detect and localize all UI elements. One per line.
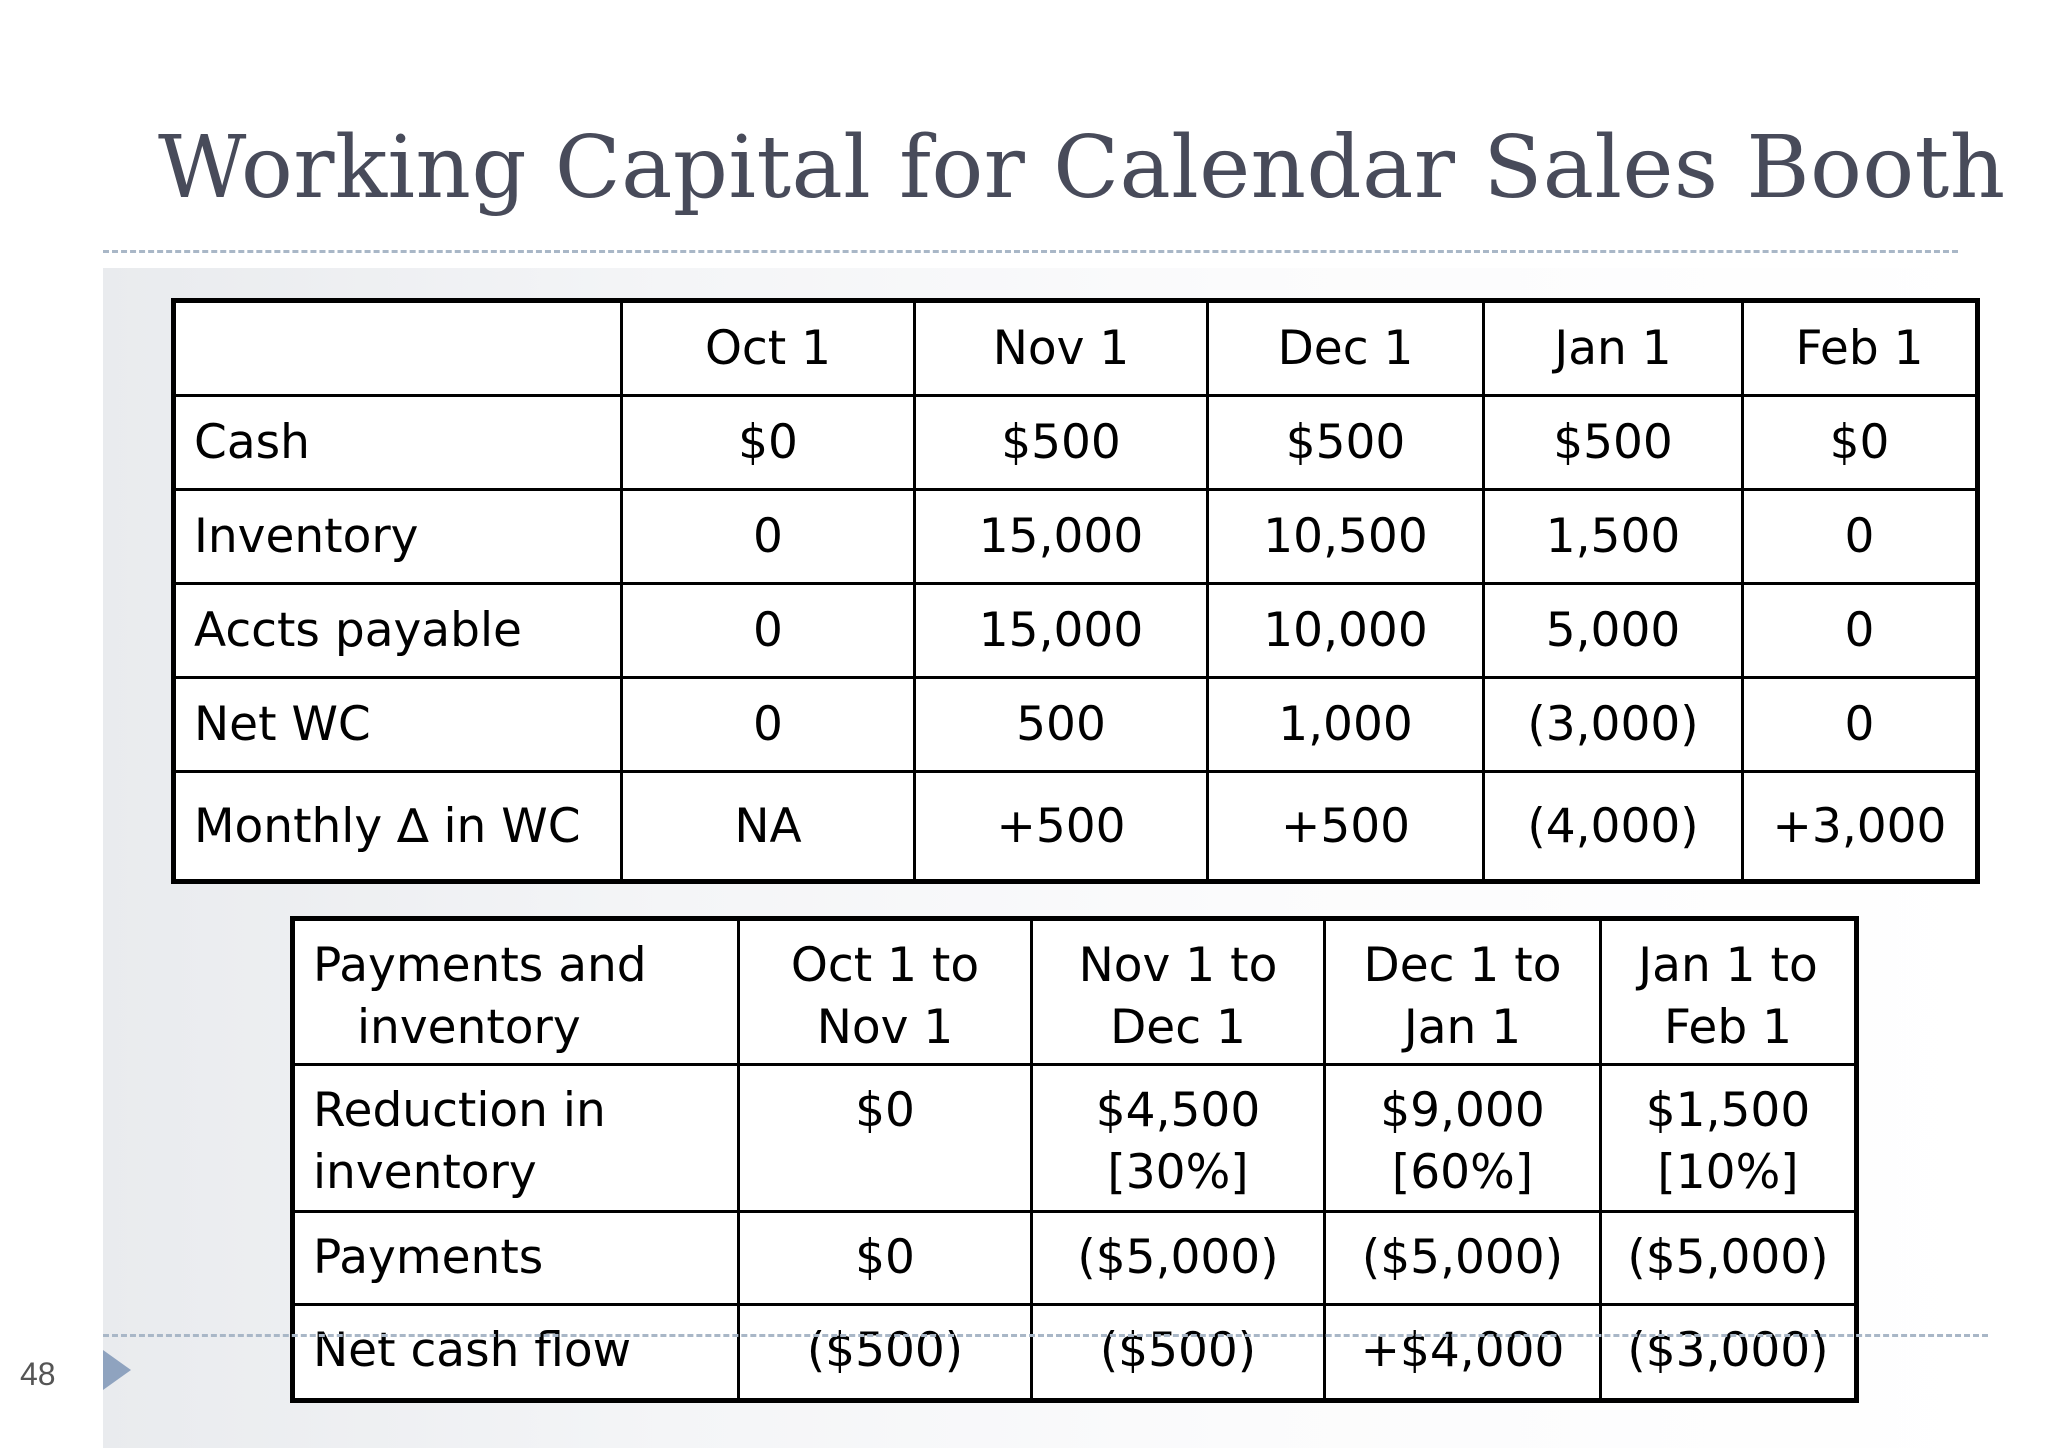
column-header	[1032, 919, 1325, 1065]
row-label: Net WC	[174, 678, 622, 772]
table-row	[174, 584, 1978, 678]
header-label-line1: Payments and	[313, 938, 647, 993]
table-cell: $500	[1484, 396, 1743, 490]
column-header-line2: Jan 1	[1403, 1000, 1522, 1055]
column-header-line1: Dec 1 to	[1363, 938, 1562, 993]
column-header: Jan 1	[1484, 301, 1743, 396]
cell-percent: [10%]	[1657, 1145, 1799, 1200]
table-cell: $0	[1743, 396, 1978, 490]
column-header-line1: Jan 1 to	[1638, 938, 1818, 993]
table-cell: 10,000	[1208, 584, 1484, 678]
table-cell: 0	[622, 490, 915, 584]
play-arrow-icon	[103, 1350, 131, 1390]
table-cell	[1032, 1065, 1325, 1212]
table-cell: 0	[1743, 584, 1978, 678]
column-header-line2: Feb 1	[1663, 1000, 1793, 1055]
row-label: Cash	[174, 396, 622, 490]
table-cell: 5,000	[1484, 584, 1743, 678]
table-cell: 500	[915, 678, 1208, 772]
table-cell: (4,000)	[1484, 772, 1743, 882]
table-cell: +3,000	[1743, 772, 1978, 882]
table-cell: NA	[622, 772, 915, 882]
table-row	[174, 678, 1978, 772]
table-cell	[739, 1065, 1032, 1212]
table-row	[174, 490, 1978, 584]
footer-divider	[103, 1334, 1988, 1337]
header-label-line2: inventory	[357, 1000, 581, 1055]
table-cell: 1,000	[1208, 678, 1484, 772]
table-cell: ($500)	[1032, 1305, 1325, 1401]
table-cell: 0	[1743, 678, 1978, 772]
table-cell: 0	[622, 584, 915, 678]
table-row	[174, 772, 1978, 882]
cell-percent: [60%]	[1391, 1145, 1534, 1200]
table-cell: ($5,000)	[1601, 1212, 1857, 1305]
column-header	[739, 919, 1032, 1065]
row-label	[293, 919, 739, 1065]
table-cell: $500	[1208, 396, 1484, 490]
cash-flow-table	[290, 916, 1859, 1403]
column-header-line1: Oct 1 to	[790, 938, 980, 993]
table-cell: $500	[915, 396, 1208, 490]
row-label: Inventory	[174, 490, 622, 584]
table-cell: 15,000	[915, 584, 1208, 678]
working-capital-table	[171, 298, 1980, 884]
table-cell: (3,000)	[1484, 678, 1743, 772]
row-label: Monthly ∆ in WC	[174, 772, 622, 882]
row-label: Accts payable	[174, 584, 622, 678]
cell-amount: $9,000	[1380, 1083, 1545, 1138]
table-header-row	[293, 919, 1857, 1065]
table-row	[293, 1212, 1857, 1305]
table-cell: 10,500	[1208, 490, 1484, 584]
corner-cell	[174, 301, 622, 396]
column-header: Feb 1	[1743, 301, 1978, 396]
table-cell: ($500)	[739, 1305, 1032, 1401]
table-cell: ($5,000)	[1032, 1212, 1325, 1305]
column-header-line2: Nov 1	[816, 1000, 954, 1055]
cell-percent: [30%]	[1107, 1145, 1249, 1200]
table-cell: ($5,000)	[1325, 1212, 1601, 1305]
table-cell: $0	[739, 1212, 1032, 1305]
column-header	[1325, 919, 1601, 1065]
column-header: Oct 1	[622, 301, 915, 396]
column-header-line2: Dec 1	[1110, 1000, 1246, 1055]
row-label-line1: Reduction in	[313, 1083, 606, 1138]
table-cell: 0	[1743, 490, 1978, 584]
table-cell: 1,500	[1484, 490, 1743, 584]
row-label-line2: inventory	[313, 1145, 537, 1200]
row-label	[293, 1065, 739, 1212]
column-header	[1601, 919, 1857, 1065]
column-header: Dec 1	[1208, 301, 1484, 396]
table-cell: ($3,000)	[1601, 1305, 1857, 1401]
title-divider	[103, 250, 1958, 253]
row-label: Net cash flow	[293, 1305, 739, 1401]
table-cell: $0	[622, 396, 915, 490]
slide-title: Working Capital for Calendar Sales Booth	[158, 118, 2006, 218]
cell-amount: $1,500	[1645, 1083, 1811, 1138]
table-row	[174, 396, 1978, 490]
table-cell	[1325, 1065, 1601, 1212]
cell-amount: $4,500	[1095, 1083, 1261, 1138]
table-cell: +500	[1208, 772, 1484, 882]
table-cell: +$4,000	[1325, 1305, 1601, 1401]
table-row	[293, 1305, 1857, 1401]
column-header-line1: Nov 1 to	[1078, 938, 1278, 993]
row-label: Payments	[293, 1212, 739, 1305]
table-cell: +500	[915, 772, 1208, 882]
table-cell: 0	[622, 678, 915, 772]
table-header-row	[174, 301, 1978, 396]
table-cell: 15,000	[915, 490, 1208, 584]
column-header: Nov 1	[915, 301, 1208, 396]
table-row	[293, 1065, 1857, 1212]
slide-number: 48	[20, 1356, 56, 1392]
table-cell	[1601, 1065, 1857, 1212]
cell-amount: $0	[855, 1083, 915, 1138]
